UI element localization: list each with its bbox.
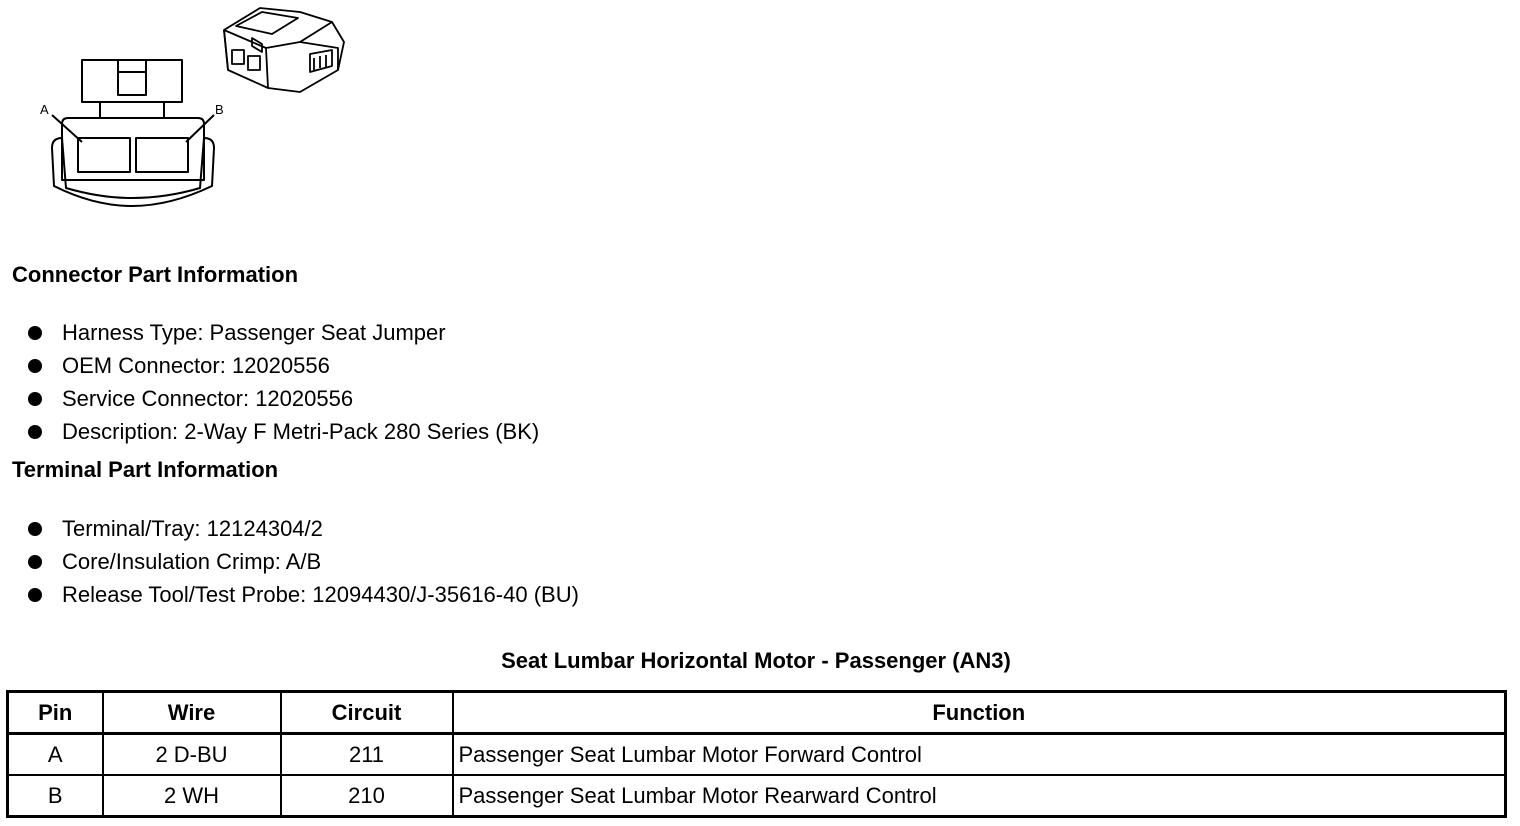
- connector-part-info-list: [28, 316, 539, 448]
- list-item-text: Service Connector: 12020556: [62, 385, 354, 411]
- list-item: [28, 512, 579, 545]
- list-item-text: Harness Type: Passenger Seat Jumper: [62, 319, 446, 345]
- connector-front-view: [52, 60, 214, 206]
- bullet-icon: [28, 555, 42, 569]
- cell-pin: A: [8, 734, 103, 776]
- list-item: [28, 415, 539, 448]
- list-item-text: Terminal/Tray: 12124304/2: [62, 515, 323, 541]
- bullet-icon: [28, 359, 42, 373]
- table-row: [8, 734, 1506, 776]
- list-item: [28, 349, 539, 382]
- column-header-circuit: Circuit: [281, 692, 453, 734]
- terminal-part-info-heading: Terminal Part Information: [12, 457, 279, 482]
- column-header-wire: Wire: [103, 692, 281, 734]
- column-header-pin: Pin: [8, 692, 103, 734]
- pinout-table-title: Seat Lumbar Horizontal Motor - Passenger (AN3): [501, 648, 1011, 673]
- list-item-text: OEM Connector: 12020556: [62, 352, 330, 378]
- pin-a-label: A: [40, 102, 49, 117]
- cell-circuit: 210: [281, 775, 453, 817]
- list-item: [28, 545, 579, 578]
- list-item-text: Core/Insulation Crimp: A/B: [62, 548, 322, 574]
- connector-part-info-heading: Connector Part Information: [12, 262, 299, 287]
- bullet-icon: [28, 392, 42, 406]
- pin-b-label: B: [215, 102, 224, 117]
- bullet-icon: [28, 326, 42, 340]
- cell-circuit: 211: [281, 734, 453, 776]
- list-item: [28, 382, 539, 415]
- bullet-icon: [28, 588, 42, 602]
- cell-wire: 2 WH: [103, 775, 281, 817]
- list-item-text: Description: 2-Way F Metri-Pack 280 Series (BK): [62, 418, 540, 444]
- bullet-icon: [28, 522, 42, 536]
- list-item: [28, 578, 579, 611]
- list-item: [28, 316, 539, 349]
- cell-function: Passenger Seat Lumbar Motor Rearward Control: [453, 775, 1506, 817]
- bullet-icon: [28, 425, 42, 439]
- cell-function: Passenger Seat Lumbar Motor Forward Control: [453, 734, 1506, 776]
- cell-wire: 2 D-BU: [103, 734, 281, 776]
- terminal-part-info-list: [28, 512, 579, 611]
- connector-iso-view: [224, 8, 344, 92]
- table-header-row: [8, 692, 1506, 734]
- column-header-function: Function: [453, 692, 1506, 734]
- pinout-table: [6, 690, 1507, 818]
- cell-pin: B: [8, 775, 103, 817]
- table-row: [8, 775, 1506, 817]
- connector-diagram: [0, 0, 380, 220]
- list-item-text: Release Tool/Test Probe: 12094430/J-35616-40 (BU): [62, 581, 579, 607]
